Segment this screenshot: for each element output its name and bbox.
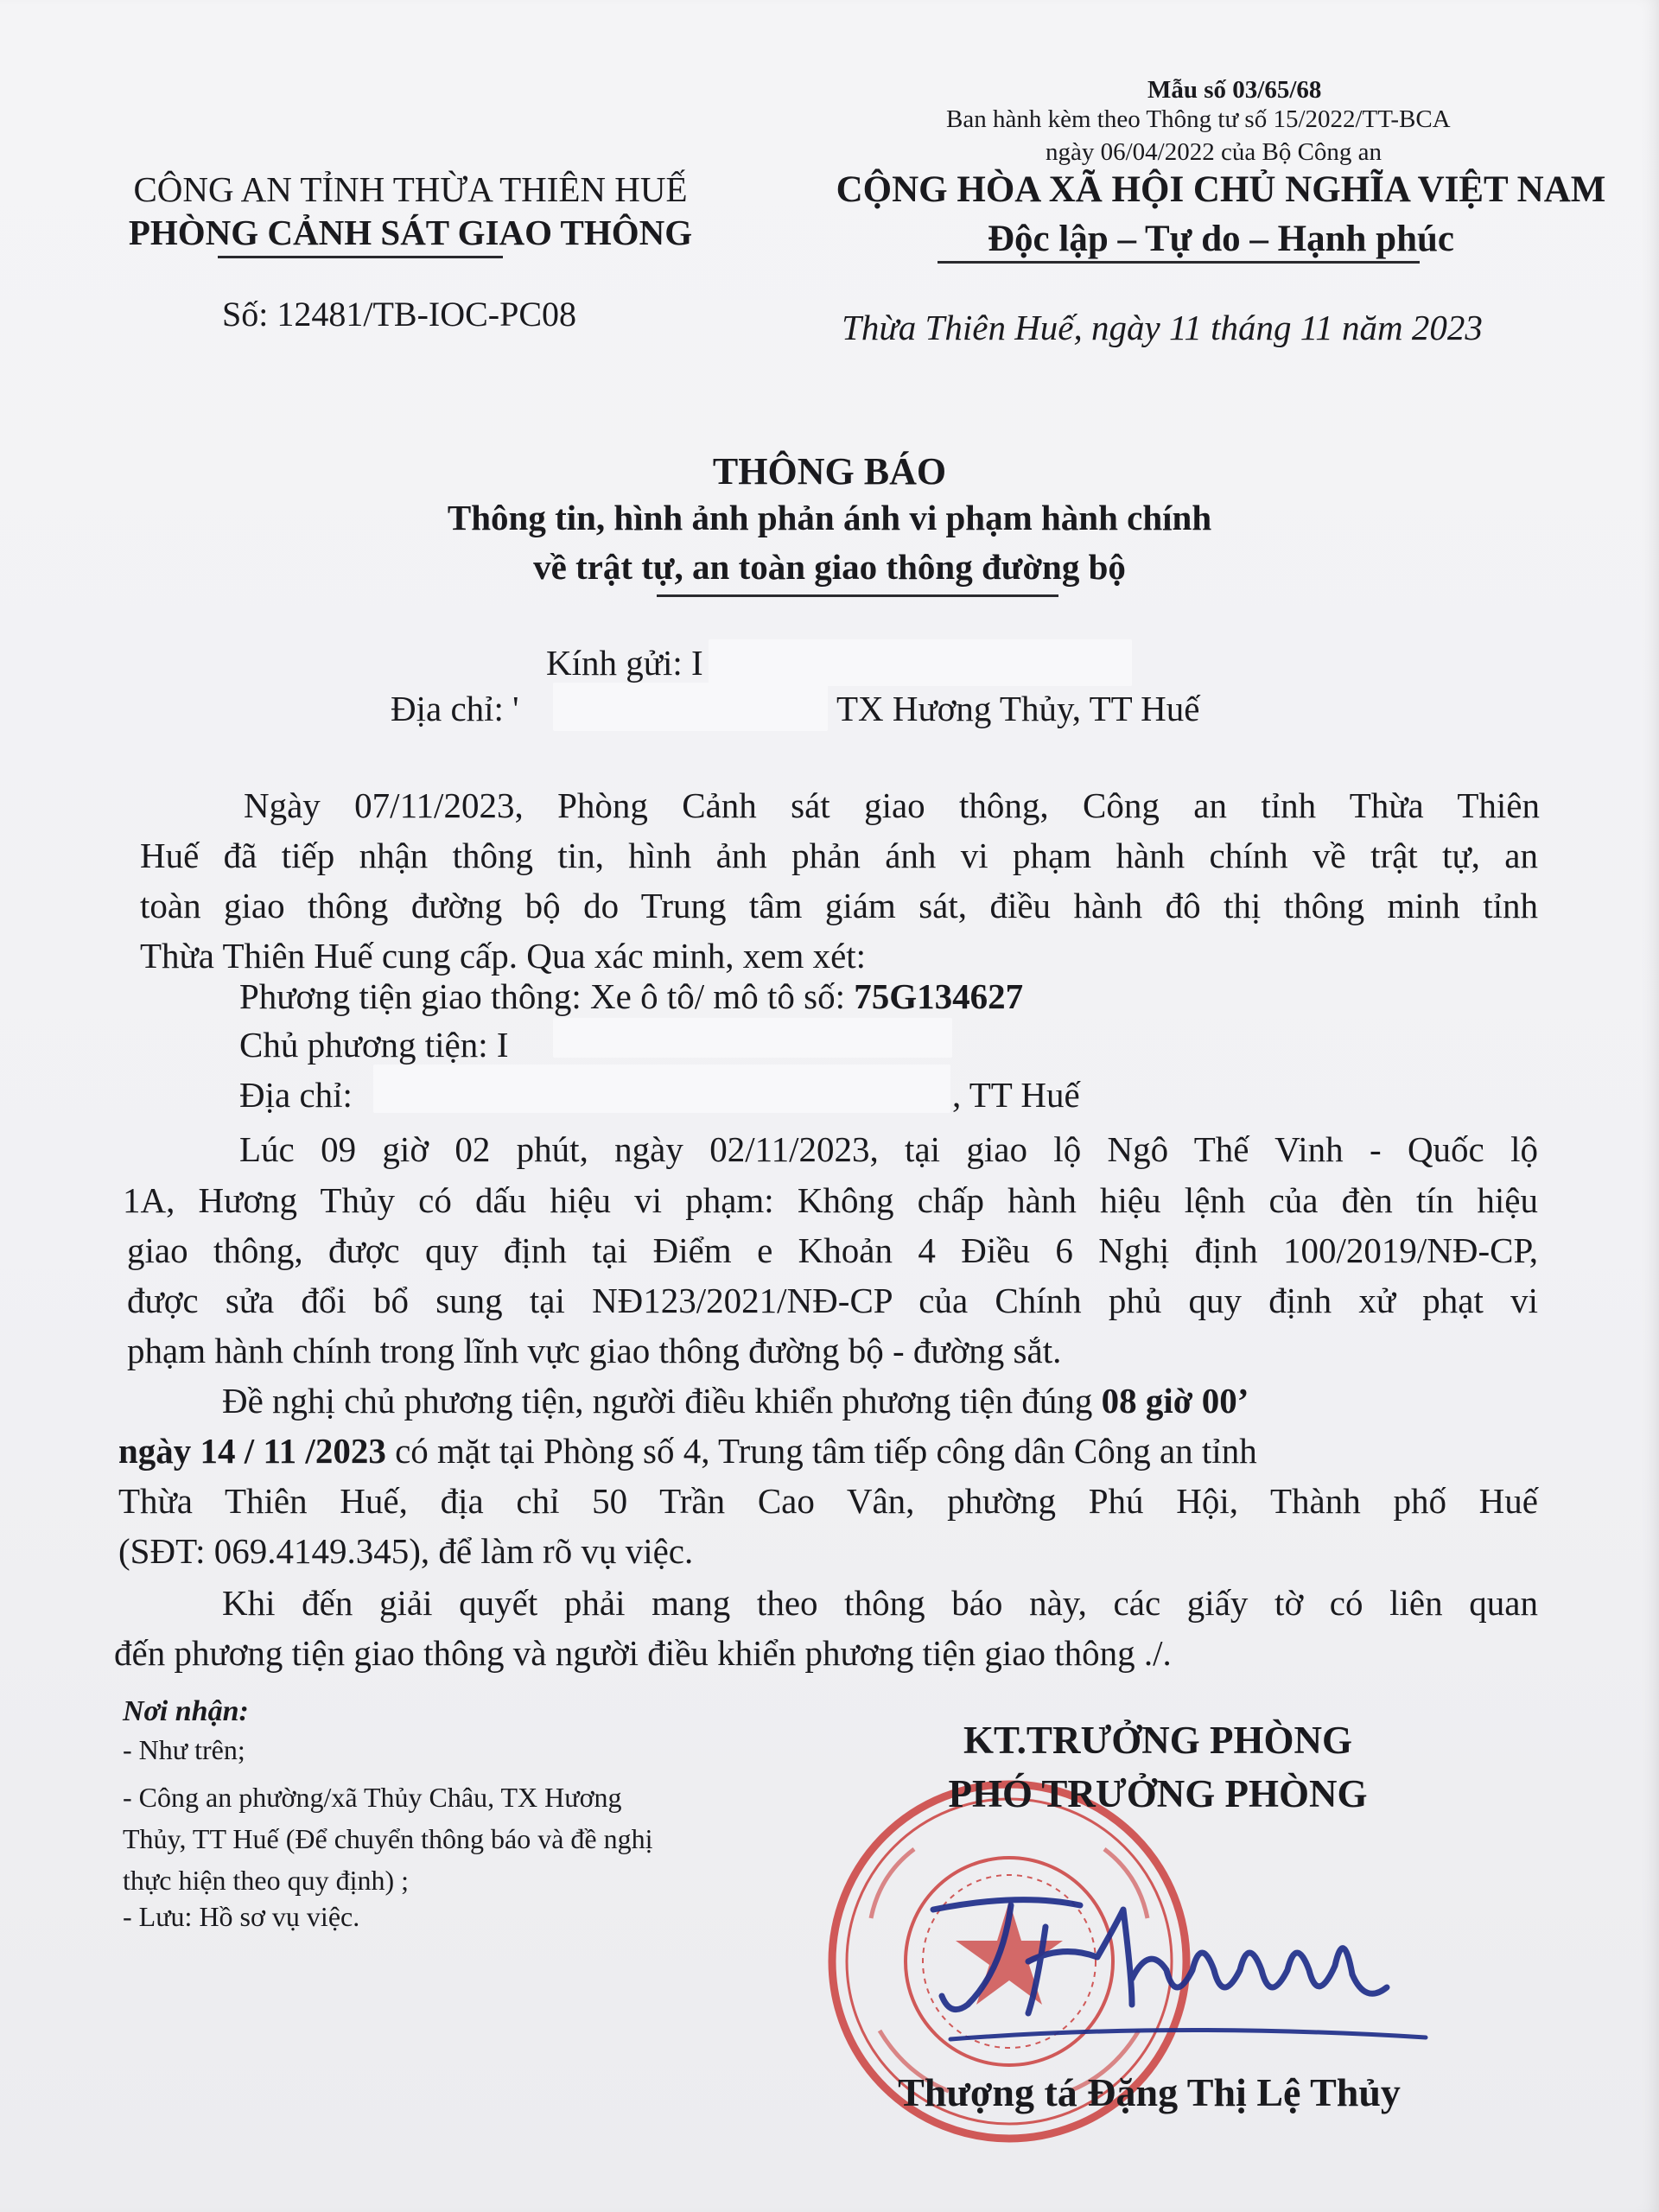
appointment-time: 08 giờ 00’: [1101, 1381, 1249, 1421]
vehicle-label: Phương tiện giao thông: Xe ô tô/ mô tô số:: [239, 976, 855, 1016]
agency-name: PHÒNG CẢNH SÁT GIAO THÔNG: [128, 213, 693, 252]
body-line: Thừa Thiên Huế, địa chỉ 50 Trần Cao Vân, phường Phú Hội, Thành phố Huế: [118, 1481, 1538, 1521]
vehicle-line: [239, 971, 1023, 1021]
vehicle-plate: 75G134627: [854, 976, 1024, 1016]
body-line: đến phương tiện giao thông và người điều khiển phương tiện giao thông ./.: [114, 1633, 1172, 1673]
signature-title: KT.TRƯỞNG PHÒNG: [963, 1719, 1352, 1762]
redaction-box: [553, 1018, 952, 1058]
body-line: (SĐT: 069.4149.345), để làm rõ vụ việc.: [118, 1531, 694, 1571]
place-and-date: Thừa Thiên Huế, ngày 11 tháng 11 năm 2023: [842, 308, 1483, 347]
motto-underline: [938, 261, 1420, 264]
body-line: Khi đến giải quyết phải mang theo thông báo này, các giấy tờ có liên quan: [222, 1583, 1538, 1623]
body-line: toàn giao thông đường bộ do Trung tâm giám sát, điều hành đô thị thông minh tỉnh: [140, 886, 1538, 925]
signature-subtitle: PHÓ TRƯỞNG PHÒNG: [948, 1772, 1368, 1815]
recipient-name: Kính gửi: I: [546, 643, 703, 683]
form-issued-by: Ban hành kèm theo Thông tư số 15/2022/TT-BCA: [946, 105, 1451, 133]
redaction-box: [709, 639, 1132, 686]
document-title: THÔNG BÁO: [712, 450, 947, 493]
owner-address-tail: , TT Huế: [952, 1075, 1080, 1115]
recipients-line: - Như trên;: [123, 1734, 245, 1765]
recipient-address-label: Địa chỉ: ': [391, 689, 519, 728]
handwritten-signature: [916, 1875, 1443, 2056]
body-line: Lúc 09 giờ 02 phút, ngày 02/11/2023, tại giao lộ Ngô Thế Vinh - Quốc lộ: [239, 1129, 1538, 1169]
recipients-heading: Nơi nhận:: [123, 1695, 249, 1727]
recipients-line: - Công an phường/xã Thủy Châu, TX Hương: [123, 1782, 622, 1813]
agency-parent: CÔNG AN TỈNH THỪA THIÊN HUẾ: [133, 169, 688, 209]
body-line: phạm hành chính trong lĩnh vực giao thông đường bộ - đường sắt.: [127, 1331, 1062, 1370]
body-line: 1A, Hương Thủy có dấu hiệu vi phạm: Không chấp hành hiệu lệnh của đèn tín hiệu: [123, 1180, 1538, 1220]
redaction-box: [553, 683, 828, 731]
appointment-request: Đề nghị chủ phương tiện, người điều khiển phương tiện đúng: [222, 1381, 1102, 1421]
body-line: Ngày 07/11/2023, Phòng Cảnh sát giao thông, Công an tỉnh Thừa Thiên: [244, 785, 1540, 825]
signer-name: Thượng tá Đặng Thị Lệ Thủy: [898, 2070, 1401, 2114]
body-line: được sửa đổi bổ sung tại NĐ123/2021/NĐ-CP của Chính phủ quy định xử phạt vi: [127, 1281, 1538, 1320]
appointment-place: có mặt tại Phòng số 4, Trung tâm tiếp công dân Công an tỉnh: [385, 1431, 1257, 1471]
appointment-line: [222, 1376, 1249, 1426]
recipients-line: thực hiện theo quy định) ;: [123, 1865, 410, 1896]
owner-name: Chủ phương tiện: I: [239, 1025, 509, 1065]
document-subtitle-line1: Thông tin, hình ảnh phản ánh vi phạm hành chính: [447, 498, 1212, 537]
body-line: Huế đã tiếp nhận thông tin, hình ảnh phản ánh vi phạm hành chính về trật tự, an: [140, 836, 1538, 875]
appointment-date-line: [118, 1426, 1257, 1476]
nation-title: CỘNG HÒA XÃ HỘI CHỦ NGHĨA VIỆT NAM: [836, 169, 1606, 210]
nation-motto: Độc lập – Tự do – Hạnh phúc: [988, 219, 1454, 259]
document-number: Số: 12481/TB-IOC-PC08: [221, 295, 577, 334]
agency-underline: [218, 256, 503, 258]
form-issue-date: ngày 06/04/2022 của Bộ Công an: [1046, 138, 1382, 166]
recipients-line: - Lưu: Hồ sơ vụ việc.: [123, 1901, 360, 1932]
document-subtitle-line2: về trật tự, an toàn giao thông đường bộ: [533, 547, 1126, 587]
body-line: giao thông, được quy định tại Điểm e Khoản 4 Điều 6 Nghị định 100/2019/NĐ-CP,: [127, 1230, 1538, 1270]
appointment-date: ngày 14 / 11 /2023: [118, 1431, 386, 1471]
form-number: Mẫu số 03/65/68: [1147, 76, 1322, 104]
owner-address-label: Địa chỉ:: [239, 1075, 353, 1115]
body-line: Thừa Thiên Huế cung cấp. Qua xác minh, xem xét:: [140, 936, 867, 976]
recipients-line: Thủy, TT Huế (Để chuyển thông báo và đề nghị: [123, 1823, 653, 1854]
title-underline: [657, 594, 1058, 597]
recipient-address-tail: TX Hương Thủy, TT Huế: [836, 689, 1200, 728]
redaction-box: [373, 1065, 950, 1113]
